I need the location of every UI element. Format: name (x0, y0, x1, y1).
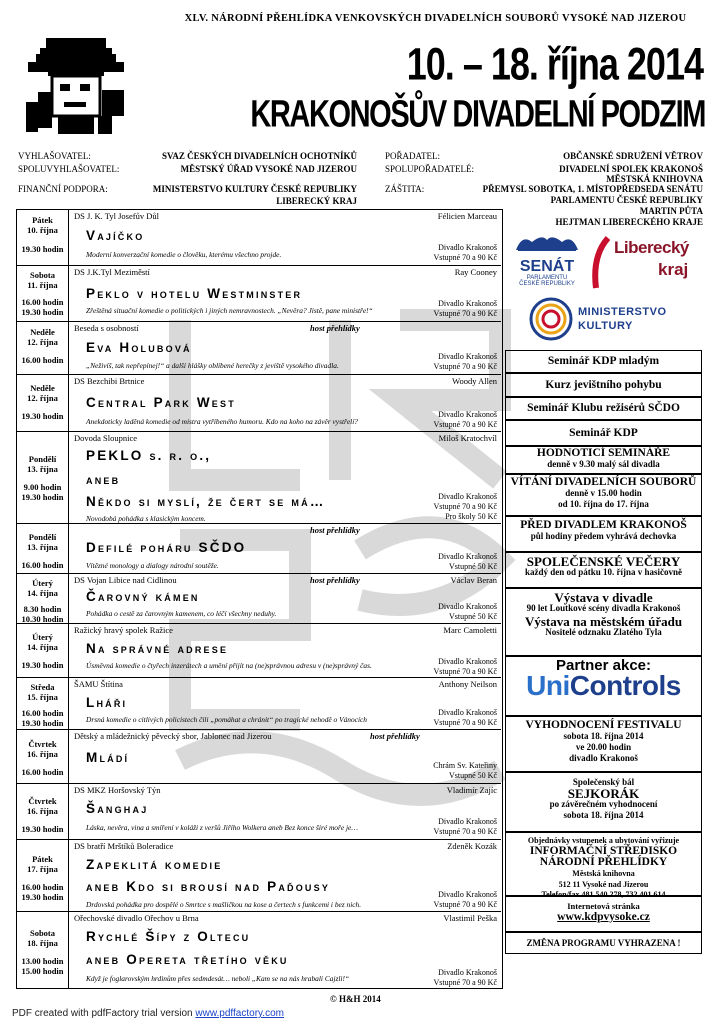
show-time: 19.30 hodin (21, 492, 64, 502)
program-day (17, 375, 69, 431)
author: Ray Cooney (454, 267, 497, 277)
play-title: Lháři (86, 695, 128, 710)
vyhodnoceni-box: VYHODNOCENÍ FESTIVALU sobota 18. října 2014 ve 20.00 hodin divadlo Krakonoš (505, 716, 702, 772)
mk-emblem-icon (528, 296, 574, 342)
vitani-souboru-box: VÍTÁNÍ DIVADELNÍCH SOUBORŮ denně v 15.00 hodin od 10. října do 17. října (505, 474, 702, 516)
venue: Divadlo Krakonoš Vstupné 70 a 90 Kč Pro školy 50 Kč (433, 492, 497, 521)
program-row (17, 265, 501, 321)
program-day (17, 624, 69, 677)
krakonos-mascot-logo (18, 32, 158, 148)
partner-box (505, 656, 702, 716)
pdf-note: PDF created with pdfFactory trial version www.pdffactory.com (12, 1008, 284, 1019)
day-date: 17. října (27, 864, 58, 874)
play-title: Vajíčko (86, 228, 145, 243)
host-badge: host přehlídky (370, 731, 420, 741)
show-time: 15.00 hodin (21, 966, 64, 976)
day-date: 15. října (27, 692, 58, 702)
play-title: Čarovný kámen (86, 589, 200, 604)
play-title: Central Park West (86, 395, 236, 410)
show-time: 16.00 hodin (21, 297, 64, 307)
program-row (17, 783, 501, 839)
venue: Divadlo Krakonoš Vstupné 70 a 90 Kč (433, 968, 497, 987)
play-title: PEKLO s. r. o., (86, 448, 212, 463)
program-day (17, 784, 69, 839)
web-link[interactable]: www.kdpvysoke.cz (557, 911, 650, 923)
ensemble: Ražický hravý spolek Ražice (74, 625, 173, 635)
bal-box: Společenský bál SEJKORÁK po závěrečném vyhodnocení sobota 18. října 2014 (505, 772, 702, 832)
day-date: 12. října (27, 393, 58, 403)
program-row (17, 839, 501, 911)
liberecky-kraj-logo (590, 234, 700, 294)
ensemble: DS J.K.Tyl Meziměstí (74, 267, 150, 277)
senat-sub-1: PARLAMENTU (526, 275, 568, 281)
show-time: 16.00 hodin (21, 355, 64, 365)
ensemble: Beseda s osobností (74, 323, 139, 333)
program-day (17, 912, 69, 988)
program-row (17, 374, 501, 431)
venue: Divadlo Krakonoš Vstupné 70 a 90 Kč (433, 817, 497, 836)
venue: Divadlo Krakonoš Vstupné 70 a 90 Kč (433, 243, 497, 262)
play-title: Zapeklitá komedie (86, 857, 223, 872)
day-date: 14. října (27, 588, 58, 598)
program-row (17, 911, 501, 988)
play-title: aneb Kdo si brousí nad Paďousy (86, 879, 331, 894)
program-day (17, 432, 69, 523)
show-time: 10.30 hodin (21, 614, 64, 624)
ensemble: DS Vojan Libice nad Cidlinou (74, 575, 177, 585)
ensemble: DS J. K. Tyl Josefův Důl (74, 211, 159, 221)
play-title: Mládí (86, 750, 130, 765)
show-time: 16.00 hodin (21, 708, 64, 718)
author: Vlastimil Peška (443, 913, 497, 923)
day-date: 10. října (27, 225, 58, 235)
vystavy-box: Výstava v divadle 90 let Loutkové scény divadla Krakonoš Výstava na městském úřadu Nositelé odznaku Zlatého Tyla (505, 588, 702, 656)
host-badge: host přehlídky (310, 323, 360, 333)
day-date: 13. října (27, 542, 58, 552)
label-vyhlasovatel: VYHLAŠOVATEL: (18, 151, 91, 161)
author: Miloš Kratochvíl (438, 433, 497, 443)
venue: Divadlo Krakonoš Vstupné 50 Kč (438, 552, 497, 571)
day-date: 16. října (27, 749, 58, 759)
venue: Chrám Sv. Kateřiny Vstupné 50 Kč (433, 761, 497, 780)
author: Woody Allen (452, 376, 497, 386)
day-name: Úterý (32, 578, 53, 588)
liberecky-text: Liberecký (614, 238, 689, 257)
day-name: Pátek (32, 215, 53, 225)
day-date: 18. října (27, 938, 58, 948)
show-time: 19.30 hodin (21, 824, 64, 834)
program-row (17, 523, 501, 573)
author: Anthony Neilson (438, 679, 497, 689)
senat-text: SENÁT (519, 258, 575, 275)
zastita-1: PŘEMYSL SOBOTKA, 1. MÍSTOPŘEDSEDA SENÁTU (482, 184, 703, 194)
program-day (17, 678, 69, 729)
ministerstvo-kultury-logo (528, 296, 698, 344)
play-title: Šanghaj (86, 801, 149, 816)
mk-text-2: KULTURY (578, 320, 633, 332)
seminar-box-3: Seminář Klubu režisérů SČDO (505, 397, 702, 420)
program-day (17, 574, 69, 623)
day-date: 13. října (27, 464, 58, 474)
day-name: Čtvrtek (28, 739, 57, 749)
day-date: 16. října (27, 806, 58, 816)
author: Marc Camoletti (443, 625, 497, 635)
play-title: aneb Opereta třetího věku (86, 952, 289, 967)
seminar-box-1: Seminář KDP mladým (505, 350, 702, 373)
web-box: Internetová stránka www.kdpvysoke.cz (505, 896, 702, 932)
info-centrum-box: Objednávky vstupenek a ubytování vyřizuje INFORMAČNÍ STŘEDISKO NÁRODNÍ PŘEHLÍDKY Městská knihovna 512 11 Vysoké nad Jizerou Telefon/fax 481 540 278, 732 401 614 (505, 832, 702, 896)
spolecenske-vecery-box: SPOLEČENSKÉ VEČERY každý den od pátku 10. října v hasičovně (505, 552, 702, 588)
author: Félicien Marceau (437, 211, 497, 221)
program-day (17, 524, 69, 573)
play-description: Anekdoticky laděná komedie od mistra vytříbeného humoru. Kdo na koho na závěr vystřelí? (86, 417, 358, 426)
ensemble: Ořechovské divadlo Ořechov u Brna (74, 913, 199, 923)
day-name: Sobota (29, 270, 56, 280)
label-podpora: FINANČNÍ PODPORA: (18, 184, 108, 194)
play-description: „Neživíš, tak nepřepínej!“ a další hlášky oblíbené herečky z jeviště vysokého divadla. (86, 361, 339, 370)
senat-sub-2: ČESKÉ REPUBLIKY (519, 281, 575, 287)
program-row (17, 431, 501, 523)
play-description: Moderní konverzační komedie o člověku, kterému všechno projde. (86, 250, 282, 259)
program-row (17, 573, 501, 623)
festival-name: KRAKONOŠŮV DIVADELNÍ PODZIM (250, 94, 705, 136)
venue: Divadlo Krakonoš Vstupné 50 Kč (438, 602, 497, 621)
label-zastita: ZÁŠTITA: (385, 184, 425, 194)
play-description: Pohádka o cestě za čarovným kamenem, co léčí všechny neduhy. (86, 609, 277, 618)
program-row (17, 729, 501, 783)
mk-text-1: MINISTERSTVO (578, 306, 667, 318)
pdffactory-link[interactable]: www.pdffactory.com (195, 1008, 284, 1019)
host-badge: host přehlídky (310, 575, 360, 585)
seminar-box-4: Seminář KDP (505, 420, 702, 446)
spoluporadatele-2: MĚSTSKÁ KNIHOVNA (606, 174, 703, 184)
show-time: 16.00 hodin (21, 767, 64, 777)
hodnotici-seminare-box: HODNOTICÍ SEMINÁŘE denně v 9.30 malý sál divadla (505, 446, 702, 474)
ensemble: Dětský a mládežnický pěvecký sbor, Jablonec nad Jizerou (74, 731, 272, 741)
play-description: Když je foglarovským hrdinům přes sedmdesát… neboli „Kam se na nás hrabali Cajzli!“ (86, 974, 350, 983)
zastita-2: PARLAMENTU ČESKÉ REPUBLIKY (550, 195, 703, 205)
poradatel: OBČANSKÉ SDRUŽENÍ VĚTROV (563, 151, 703, 161)
day-name: Čtvrtek (28, 796, 57, 806)
ensemble: ŠAMU Štítina (74, 679, 123, 689)
show-time: 19.30 hodin (21, 718, 64, 728)
podpora-2: LIBERECKÝ KRAJ (276, 196, 357, 206)
day-name: Neděle (30, 327, 55, 337)
play-title: Rychlé Šípy z Oltecu (86, 929, 251, 944)
program-day (17, 730, 69, 783)
show-time: 19.30 hodin (21, 307, 64, 317)
show-time: 8.30 hodin (23, 604, 62, 614)
pred-divadlem-box: PŘED DIVADLEM KRAKONOŠ půl hodiny předem vyhrává dechovka (505, 516, 702, 552)
day-name: Středa (30, 682, 55, 692)
senat-emblem (512, 232, 582, 254)
venue: Divadlo Krakonoš Vstupné 70 a 90 Kč (433, 708, 497, 727)
spoluporadatele-1: DIVADELNÍ SPOLEK KRAKONOŠ (559, 164, 703, 174)
play-title: Defilé poháru SČDO (86, 540, 247, 555)
show-time: 19.30 hodin (21, 660, 64, 670)
show-time: 19.30 hodin (21, 244, 64, 254)
venue: Divadlo Krakonoš Vstupné 70 a 90 Kč (433, 890, 497, 909)
label-poradatel: POŘADATEL: (385, 151, 441, 161)
play-description: Láska, nevěra, vina a smíření v koláži z veršů Jiřího Wolkera aneb Bez konce širé moře je… (86, 823, 358, 832)
play-title: Eva Holubová (86, 340, 192, 355)
venue: Divadlo Krakonoš Vstupné 70 a 90 Kč (433, 352, 497, 371)
play-title: Někdo si myslí, že čert se má… (86, 494, 326, 509)
author: Václav Beran (450, 575, 497, 585)
venue: Divadlo Krakonoš Vstupné 70 a 90 Kč (433, 657, 497, 676)
senat-logo (508, 232, 586, 298)
play-title: aneb (86, 472, 121, 487)
program-row (17, 210, 501, 265)
day-name: Sobota (29, 928, 56, 938)
day-date: 14. října (27, 642, 58, 652)
show-time: 19.30 hodin (21, 411, 64, 421)
festival-dates: 10. – 18. října 2014 (406, 38, 703, 90)
podpora-1: MINISTERSTVO KULTURY ČESKÉ REPUBLIKY (152, 184, 357, 194)
day-name: Pondělí (28, 532, 57, 542)
festival-subtitle: XLV. NÁRODNÍ PŘEHLÍDKA VENKOVSKÝCH DIVADELNÍCH SOUBORŮ VYSOKÉ NAD JIZEROU (184, 13, 687, 24)
host-badge: host přehlídky (310, 525, 360, 535)
unicontrols-logo: UniControls (526, 670, 681, 701)
program-day (17, 840, 69, 911)
ensemble: Dovoda Sloupnice (74, 433, 138, 443)
show-time: 16.00 hodin (21, 882, 64, 892)
program-table (16, 209, 503, 989)
ensemble: DS bratří Mrštíků Boleradice (74, 841, 174, 851)
zastita-4: HEJTMAN LIBERECKÉHO KRAJE (555, 217, 703, 227)
zastita-3: MARTIN PŮTA (639, 206, 703, 216)
vyhlasovatel: SVAZ ČESKÝCH DIVADELNÍCH OCHOTNÍKŮ (162, 151, 357, 161)
kraj-text: kraj (658, 260, 689, 279)
play-description: Zřeštěná situační komedie o politických i jiných nemravnostech. „Nevěra? Jistě, pane ministře!“ (86, 306, 373, 315)
seminar-box-2: Kurz jevištního pohybu (505, 373, 702, 397)
day-name: Neděle (30, 383, 55, 393)
show-time: 9.00 hodin (23, 482, 62, 492)
day-date: 12. října (27, 337, 58, 347)
show-time: 13.00 hodin (21, 956, 64, 966)
show-time: 16.00 hodin (21, 560, 64, 570)
venue: Divadlo Krakonoš Vstupné 70 a 90 Kč (433, 299, 497, 318)
play-description: Novodobá pohádka s klasickým koncem. (86, 514, 206, 523)
label-spoluvyhlasovatel: SPOLUVYHLAŠOVATEL: (18, 164, 120, 174)
day-name: Úterý (32, 632, 53, 642)
spoluvyhlasovatel: MĚSTSKÝ ÚŘAD VYSOKÉ NAD JIZEROU (180, 164, 357, 174)
play-description: Úsměvná komedie o čtyřech inzerátech a umění přijít na (ne)správnou adresu v (ne)správný čas. (86, 661, 372, 670)
program-row (17, 321, 501, 374)
play-title: Na správné adrese (86, 641, 229, 656)
day-date: 11. října (27, 280, 58, 290)
play-description: Vítězné monology a dialogy národní soutěže. (86, 561, 219, 570)
day-name: Pondělí (28, 454, 57, 464)
program-day (17, 210, 69, 265)
day-name: Pátek (32, 854, 53, 864)
zmena-programu-box: ZMĚNA PROGRAMU VYHRAZENA ! (505, 932, 702, 954)
author: Vladimír Zajíc (446, 785, 497, 795)
partner-label: Partner akce: (555, 657, 652, 674)
ensemble: DS Bezchibi Brtnice (74, 376, 145, 386)
play-description: Drdovská pohádka pro dospělé o Smrtce s mašličkou na kose a čertech s funkcemi i bez nich. (86, 900, 362, 909)
program-row (17, 677, 501, 729)
program-day (17, 266, 69, 321)
ensemble: DS MKZ Horšovský Týn (74, 785, 161, 795)
program-day (17, 322, 69, 374)
play-description: Drsná komedie o citlivých policistech čili „pomáhat a chránit“ po tragické nehodě o Vánocích (86, 715, 367, 724)
author: Zdeněk Kozák (447, 841, 497, 851)
copyright: © H&H 2014 (330, 994, 381, 1004)
venue: Divadlo Krakonoš Vstupné 70 a 90 Kč (433, 410, 497, 429)
play-title: Peklo v hotelu Westminster (86, 286, 303, 301)
label-spoluporadatele: SPOLUPOŘADATELÉ: (385, 164, 475, 174)
program-row (17, 623, 501, 677)
show-time: 19.30 hodin (21, 892, 64, 902)
